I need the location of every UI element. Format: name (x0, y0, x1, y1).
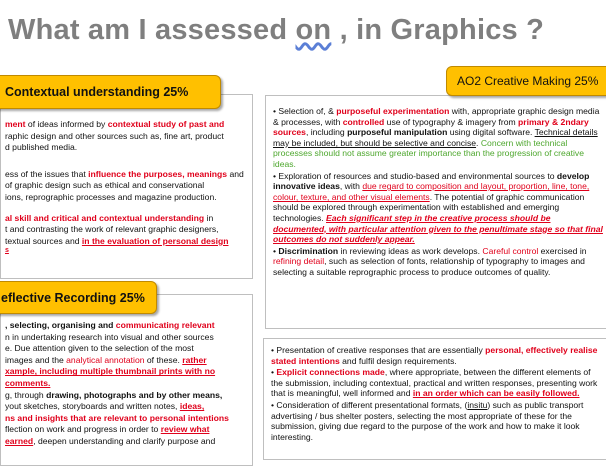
ao1-text: of ideas informed by (25, 119, 108, 129)
ao2-heading-tab (446, 66, 606, 96)
ao2-text: with, appropriate graphic design media & processes, with (273, 106, 600, 127)
ao3-line (5, 401, 253, 412)
ao3-line: n in undertaking research into visual and other sources (5, 331, 214, 342)
ao1-line: ions, reprographic processes and magazine production. (5, 191, 217, 202)
ao1-text: in (204, 212, 214, 223)
ao1-text: al skill and critical and contextual understanding (5, 212, 205, 223)
ao3-text: of these. (144, 354, 183, 365)
ao2-text: primary & 2ndary sources (273, 116, 589, 138)
ao1-line (5, 236, 253, 247)
ao2-text: due regard to composition and layout, proportion, line, tone, colour, texture, and other visual elements (273, 181, 590, 202)
ao2-text: use of typography & imagery from (384, 116, 519, 127)
ao3-text: flection on work and progress in order to (5, 424, 161, 435)
ao1-heading-tab (0, 75, 221, 109)
ao2-text: . The potential of graphic communication should be explored through experimentation with established and emerging technologies. (273, 191, 585, 223)
ao1-text: in the evaluation of personal design (81, 235, 229, 246)
ao1-line: raphic design and other sources such as, fine art, product (5, 130, 224, 141)
ao1-text: ment (5, 119, 26, 129)
ao3-line: comments. (5, 377, 51, 388)
ao2-text: , with (339, 181, 363, 192)
ao4-text: Consideration of different presentational formats, ( (276, 399, 468, 410)
ao3-text: images and the (5, 354, 67, 365)
ao2-text: purposeful manipulation (347, 127, 448, 138)
ao3-line (5, 320, 253, 331)
ao2-text: controlled (342, 116, 385, 127)
ao3-text: , deepen understanding and clarify purpose and (33, 435, 216, 446)
ao4-text: and fulfil design requirements. (339, 355, 457, 366)
ao1-content-box (0, 94, 253, 279)
ao4-text: ) such as public transport advertising / bus shelter posters, selecting the most appropriate of these for the submission, giving due regard to the purpose of the work and how to make it look interesting. (271, 399, 584, 442)
ao2-text: exercised in (538, 245, 587, 256)
ao2-bullet: • Selection of, & purposeful experimentation with, appropriate graphic design media & processes, with controlled use of typography & imagery from primary & 2ndary sources, including purposeful manipulation using digital software. Technical details may be included, but should be selective and concise. Concern with technical processes should not assume greater importance than the progression of creative ideas. (273, 106, 600, 169)
ao2-text: Discrimination (278, 245, 339, 256)
ao3-line (5, 390, 253, 401)
ao4-content-box (263, 338, 606, 460)
ao4-text: personal, effectively realise stated intentions (271, 345, 598, 366)
ao4-text: in an order which can be easily followed. (412, 388, 580, 399)
ao1-line: of graphic design such as ethical and conservational (5, 180, 205, 191)
ao4-bullet: • Consideration of different presentational formats, (insitu) such as public transport advertising / bus shelter posters, selecting the most appropriate of these for the submission, giving due regard to the purpose of the work and how to make it look interesting. (271, 399, 584, 442)
ao2-text: refining detail (273, 256, 325, 267)
ao1-line: t and contrasting the work of relevant graphic designers, (5, 224, 219, 235)
ao2-bullet: • Discrimination in reviewing ideas as work develops. Careful control exercised in refining detail, such as selection of fonts, relationship of typography to images and selecting a suitable reprographic process to produce outcomes of quality. (273, 245, 587, 277)
ao3-label: eflective Recording 25% (1, 290, 145, 305)
title-underlined-word: on (295, 14, 332, 46)
ao4-bullet: • Presentation of creative responses that are essentially personal, effectively realise stated intentions and fulfil design requirements. (271, 345, 598, 366)
ao2-text: , such as selection of fonts, relationship of typography to images and selecting a suitable reprographic process to produce outcomes of quality. (273, 256, 585, 277)
ao2-text: , including (305, 127, 348, 138)
ao1-line (5, 213, 253, 224)
ao3-line (5, 424, 253, 435)
ao2-text: develop innovative ideas (273, 170, 590, 192)
ao2-text: purposeful experimentation (336, 106, 450, 116)
ao2-label: AO2 Creative Making 25% (457, 74, 599, 88)
ao3-line (5, 355, 253, 366)
ao3-heading-tab (0, 281, 157, 314)
ao3-text: yout sketches, storyboards and written notes, (5, 401, 180, 412)
ao2-bullet: • Exploration of resources and studio-based and environmental sources to develop innovative ideas, with due regard to composition and layout, proportion, line, tone, colour, texture, and other visual elements. The potential of graphic communication should be explored through experimentation with established and emerging technologies. Each significant step in the creative process should be documented, with particular attention given to the penultimate stage so that final outcomes do not suddenly appear. (273, 170, 603, 245)
ao3-line (5, 436, 253, 447)
ao3-text: review what (160, 424, 210, 435)
ao4-text: insitu (467, 399, 488, 410)
ao3-text: earned (5, 435, 34, 446)
ao1-text: contextual study of past and (107, 119, 225, 129)
ao1-text: ess of the issues that (5, 168, 89, 179)
ao2-text: Selection of, & (278, 106, 337, 116)
title-suffix: , in Graphics ? (331, 14, 545, 46)
ao2-content-box (265, 95, 606, 329)
ao1-line: d published media. (5, 142, 78, 153)
ao3-content-box (0, 294, 253, 466)
ao4-text: Explicit connections made (276, 367, 385, 378)
ao3-text: g, through (5, 389, 47, 400)
ao1-text: textual sources and (5, 235, 82, 246)
ao3-line: ns and insights that are relevant to personal intentions (5, 412, 229, 423)
ao1-text: and (227, 168, 244, 179)
title-prefix: What am I assessed (8, 14, 296, 46)
ao3-text: rather (182, 354, 207, 365)
ao3-text: ideas, (179, 401, 205, 412)
ao2-text: Technical details may be included, but should be selective and concise (273, 127, 598, 148)
ao3-text: , selecting, organising and (5, 320, 116, 330)
ao3-text: communicating relevant (115, 320, 215, 330)
ao4-bullet: • Explicit connections made, where appropriate, between the different elements of the submission, including contextual, practical and written responses, presenting work that is meaningful, well informed and in an order which can be easily followed. (271, 367, 598, 399)
ao1-line (5, 119, 253, 130)
page-title (8, 14, 544, 47)
ao4-text: , where appropriate, between the different elements of the submission, including contextual, practical and written responses, presenting work that is meaningful, well informed and (271, 367, 598, 399)
ao2-text: Careful control (482, 245, 539, 256)
ao2-text: using digital software. (447, 127, 535, 138)
ao2-text: Exploration of resources and studio-based and environmental sources to (278, 170, 557, 181)
ao2-text: . (476, 137, 481, 148)
ao1-line (5, 169, 253, 180)
ao2-text: Each significant step in the creative process should be documented, with particular attention given to the penultimate stage so that final outcomes do not suddenly appear. (273, 212, 603, 245)
ao3-line: e. Due attention given to the selection of the most (5, 343, 194, 354)
ao1-label: Contextual understanding 25% (5, 85, 189, 99)
ao3-text: analytical annotation (66, 354, 145, 365)
ao2-text: Concern with technical processes should not assume greater importance than the progression of creative ideas. (273, 137, 584, 169)
ao1-line: s (5, 247, 9, 255)
ao4-text: Presentation of creative responses that are essentially (276, 345, 486, 355)
ao3-line: xample, including multiple thumbnail prints with no (5, 366, 216, 377)
ao3-text: drawing, photographs and by other means, (46, 389, 223, 400)
ao2-text: in reviewing ideas as work develops. (338, 245, 483, 256)
ao1-text: influence the purposes, meanings (88, 168, 228, 179)
